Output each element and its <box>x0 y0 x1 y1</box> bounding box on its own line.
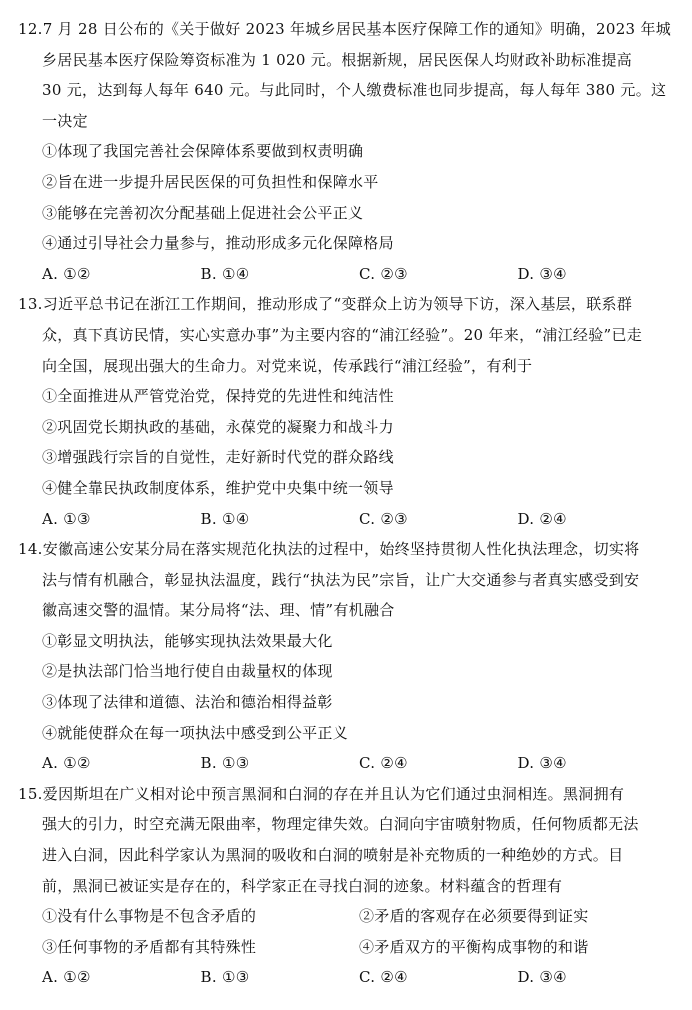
answer-choice-b: B. ①③ <box>200 968 250 987</box>
option-statement: ②旨在进一步提升居民医保的可负担性和保障水平 <box>42 172 379 191</box>
stem-text: 7 月 28 日公布的《关于做好 2023 年城乡居民基本医疗保障工作的通知》明确，2023 年城 <box>42 20 672 38</box>
question-stem-line: 一决定 <box>42 111 88 130</box>
option-statement: ③增强践行宗旨的自觉性，走好新时代党的群众路线 <box>42 448 394 467</box>
question-stem-line: 众，真下真访民情，实心实意办事”为主要内容的“浦江经验”。20 年来，“浦江经验”已走 <box>42 325 643 344</box>
question-number: 12. <box>18 20 43 38</box>
question-12 <box>18 14 676 289</box>
option-statement: ②是执法部门恰当地行使自由裁量权的体现 <box>42 662 333 681</box>
answer-choice-c: C. ②③ <box>359 509 408 528</box>
question-13 <box>18 289 676 534</box>
question-stem-line: 强大的引力，时空充满无限曲率，物理定律失效。白洞向宇宙喷射物质，任何物质都无法 <box>42 815 639 834</box>
question-stem-line: 法与情有机融合，彰显执法温度，践行“执法为民”宗旨，让广大交通参与者真实感受到安 <box>42 570 640 589</box>
answer-choice-c: C. ②④ <box>359 754 408 773</box>
question-stem-line <box>18 289 676 320</box>
option-statement: ②矛盾的客观存在必须要得到证实 <box>359 907 589 926</box>
answer-choice-b: B. ①④ <box>200 509 250 528</box>
question-stem-line: 徽高速交警的温情。某分局将“法、理、情”有机融合 <box>42 601 395 620</box>
question-stem-line <box>18 534 676 565</box>
question-15 <box>18 779 676 993</box>
question-number: 14. <box>18 540 43 559</box>
option-row <box>18 901 676 932</box>
answer-choice-a: A. ①③ <box>42 509 91 528</box>
option-statement: ④健全靠民执政制度体系，维护党中央集中统一领导 <box>42 478 394 497</box>
answer-choices <box>18 504 676 535</box>
option-statement: ①全面推进从严管党治党，保持党的先进性和纯洁性 <box>42 387 394 406</box>
answer-choices <box>18 748 676 779</box>
answer-choice-a: A. ①② <box>42 754 91 773</box>
answer-choice-d: D. ③④ <box>517 968 567 987</box>
option-row <box>18 932 676 963</box>
option-statement: ③体现了法律和道德、法治和德治相得益彰 <box>42 693 333 712</box>
question-stem-line: 前，黑洞已被证实是存在的，科学家正在寻找白洞的迹象。材料蕴含的哲理有 <box>42 876 563 895</box>
question-number: 13. <box>18 295 43 314</box>
stem-text: 安徽高速公安某分局在落实规范化执法的过程中，始终坚持贯彻人性化执法理念，切实将 <box>42 540 640 559</box>
question-stem-line: 向全国，展现出强大的生命力。对党来说，传承践行“浦江经验”，有利于 <box>42 356 533 375</box>
answer-choice-a: A. ①② <box>42 968 91 987</box>
answer-choice-d: D. ③④ <box>517 754 567 773</box>
question-number: 15. <box>18 784 43 803</box>
answer-choice-c: C. ②④ <box>359 968 408 987</box>
option-statement: ④就能使群众在每一项执法中感受到公平正义 <box>42 723 349 742</box>
option-statement: ④矛盾双方的平衡构成事物的和谐 <box>359 937 589 956</box>
option-statement: ①彰显文明执法，能够实现执法效果最大化 <box>42 631 333 650</box>
option-statement: ①没有什么事物是不包含矛盾的 <box>42 907 257 926</box>
answer-choice-a: A. ①② <box>42 264 91 283</box>
option-statement: ②巩固党长期执政的基础，永葆党的凝聚力和战斗力 <box>42 417 394 436</box>
question-stem-line: 乡居民基本医疗保险筹资标准为 1 020 元。根据新规，居民医保人均财政补助标准提高 <box>42 50 633 69</box>
option-statement: ①体现了我国完善社会保障体系要做到权责明确 <box>42 142 364 161</box>
answer-choice-d: D. ②④ <box>517 509 567 528</box>
answer-choice-b: B. ①④ <box>200 264 250 283</box>
question-stem-line: 进入白洞，因此科学家认为黑洞的吸收和白洞的喷射是补充物质的一种绝妙的方式。目 <box>42 846 624 865</box>
question-14 <box>18 534 676 779</box>
question-stem-line <box>18 14 676 45</box>
option-statement: ③任何事物的矛盾都有其特殊性 <box>42 937 257 956</box>
option-statement: ③能够在完善初次分配基础上促进社会公平正义 <box>42 203 364 222</box>
question-stem-line: 30 元，达到每人每年 640 元。与此同时，个人缴费标准也同步提高，每人每年 380 元。这 <box>42 81 667 100</box>
stem-text: 爱因斯坦在广义相对论中预言黑洞和白洞的存在并且认为它们通过虫洞相连。黑洞拥有 <box>42 784 625 803</box>
answer-choice-d: D. ③④ <box>517 264 567 283</box>
answer-choices <box>18 962 676 993</box>
question-stem-line <box>18 779 676 810</box>
answer-choice-b: B. ①③ <box>200 754 250 773</box>
answer-choice-c: C. ②③ <box>359 264 408 283</box>
answer-choices <box>18 259 676 290</box>
option-statement: ④通过引导社会力量参与，推动形成多元化保障格局 <box>42 234 394 253</box>
stem-text: 习近平总书记在浙江工作期间，推动形成了“变群众上访为领导下访，深入基层，联系群 <box>42 295 633 314</box>
